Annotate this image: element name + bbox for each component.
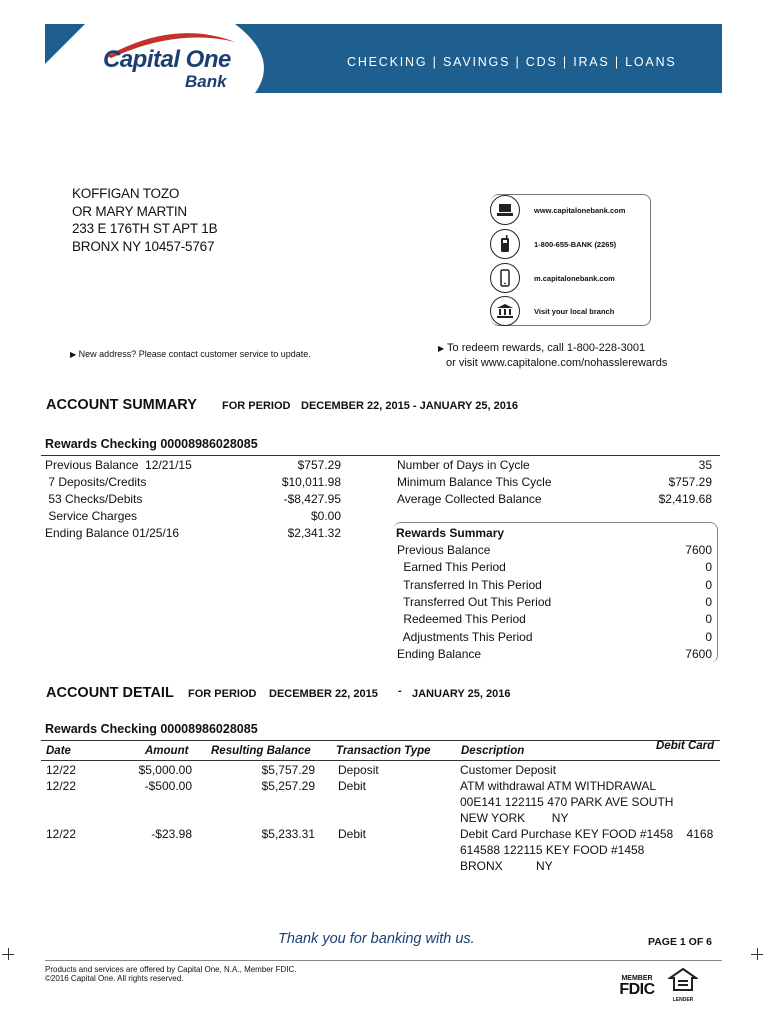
contact-phone[interactable] [490,227,617,261]
transaction-description: 00E141 122115 470 PARK AVE SOUTH [460,795,674,809]
rewards-redeem-note: ▶ To redeem rewards, call 1-800-228-3001 or visit www.capitalone.com/nohasslerewards [438,342,668,369]
rewards-row-value: 0 [705,560,712,575]
detail-period-start: DECEMBER 22, 2015 [269,688,378,700]
contact-text: Visit your local branch [534,306,615,316]
phone-icon [490,229,520,259]
address-change-note: ▶ New address? Please contact customer service to update. [70,349,311,359]
contact-text: www.capitalonebank.com [534,205,626,215]
address-line: KOFFIGAN TOZO [72,186,180,201]
address-line: OR MARY MARTIN [72,203,187,219]
transaction-balance: $5,233.31 [261,827,315,841]
rewards-row-label: Transferred Out This Period [400,594,552,609]
triangle-right-icon: ▶ [438,344,445,353]
transaction-amount: -$500.00 [144,779,192,793]
thank-you-message: Thank you for banking with us. [278,931,475,947]
summary-account: Rewards Checking 00008986028085 [45,437,258,451]
rewards-row-label: Earned This Period [400,560,506,575]
summary-row-label: Number of Days in Cycle [397,458,530,472]
rewards-row-value: 0 [705,629,712,644]
detail-title: ACCOUNT DETAIL [46,685,174,701]
crop-mark [2,954,14,955]
summary-row-value: $757.29 [297,458,341,472]
divider [41,760,720,761]
address-line: 233 E 176TH ST APT 1B [72,221,218,236]
mobile-icon [490,263,520,293]
footer-disclaimer: Products and services are offered by Capital One, N.A., Member FDIC. [45,965,297,974]
summary-row-value: $757.29 [668,475,712,489]
detail-period-end: JANUARY 25, 2016 [412,688,511,700]
col-header-amount: Amount [145,745,189,757]
summary-row-value: -$8,427.95 [283,492,341,506]
triangle-right-icon: ▶ [70,350,77,359]
fdic-logo: MEMBER FDIC [619,975,655,998]
rewards-summary-title: Rewards Summary [396,526,505,540]
address-line: BRONX NY 10457-5767 [72,238,215,254]
col-header-date: Date [46,745,71,757]
col-header-debit-card: Debit Card [656,740,715,752]
rewards-row-value: 7600 [685,646,712,661]
summary-row-value: $2,341.32 [287,526,341,540]
transaction-description: NEW YORK NY [460,811,569,825]
page-number: PAGE 1 OF 6 [648,936,712,948]
mailing-address [72,185,217,255]
rewards-row-value: 7600 [685,543,712,557]
divider [41,740,720,741]
transaction-type: Deposit [338,763,379,777]
detail-period-dash: - [398,685,402,697]
crop-mark [751,954,763,955]
contact-text: m.capitalonebank.com [534,273,615,283]
rewards-row-label: Previous Balance [397,543,491,557]
summary-row-value: 35 [698,458,712,472]
rewards-row-label: Transferred In This Period [400,577,542,592]
contact-branch[interactable] [490,294,615,328]
summary-row-value: $10,011.98 [281,475,341,489]
summary-row-label: Average Collected Balance [397,492,542,506]
summary-row-label: Minimum Balance This Cycle [397,475,552,489]
rewards-row-value: 0 [705,577,712,592]
divider [41,455,720,456]
transaction-date: 12/22 [46,827,77,841]
col-header-type: Transaction Type [336,745,431,757]
rewards-row-label: Ending Balance [397,646,482,661]
summary-row-label: Previous Balance 12/21/15 [45,458,192,472]
transaction-description: Debit Card Purchase KEY FOOD #1458 4168 [460,827,714,841]
detail-account: Rewards Checking 00008986028085 [45,722,258,736]
summary-row-value: $0.00 [310,509,341,523]
col-header-description: Description [461,745,525,757]
summary-row-label: 53 Checks/Debits [45,492,143,506]
contact-mobile[interactable] [490,261,615,295]
summary-row-value: $2,419.68 [658,492,712,506]
col-header-balance: Resulting Balance [211,745,311,757]
transaction-description: BRONX NY [460,859,553,873]
rewards-row-value: 0 [705,612,712,627]
logo-text: Capital One [103,46,231,73]
rewards-row-label: Redeemed This Period [400,612,526,627]
transaction-description: Customer Deposit [460,763,557,777]
transaction-balance: $5,757.29 [261,763,315,777]
footer-divider [45,960,722,961]
summary-row-label: Service Charges [45,509,138,523]
contact-text: 1-800-655-BANK (2265) [534,239,617,249]
summary-period-label: FOR PERIOD [222,400,291,412]
rewards-row-value: 0 [705,594,712,609]
transaction-amount: -$23.98 [151,827,192,841]
transaction-type: Debit [338,827,367,841]
bank-branch-icon [490,296,520,326]
transaction-amount: $5,000.00 [138,763,192,777]
transaction-balance: $5,257.29 [261,779,315,793]
transaction-description: 614588 122115 KEY FOOD #1458 [460,843,645,857]
logo-bank-text: Bank [185,72,227,91]
transaction-date: 12/22 [46,779,77,793]
equal-housing-lender-icon: LENDER [668,968,698,1000]
logo-area [45,24,275,93]
transaction-description: ATM withdrawal ATM WITHDRAWAL [460,779,657,793]
detail-period-label: FOR PERIOD [188,688,257,700]
rewards-row-label: Adjustments This Period [400,629,533,644]
summary-row-label: 7 Deposits/Credits [45,475,147,489]
transaction-type: Debit [338,779,367,793]
computer-icon [490,195,520,225]
header-nav[interactable]: CHECKING | SAVINGS | CDS | IRAS | LOANS [347,55,677,69]
summary-period: DECEMBER 22, 2015 - JANUARY 25, 2016 [301,400,519,412]
transaction-date: 12/22 [46,763,77,777]
summary-title: ACCOUNT SUMMARY [46,397,197,413]
footer-copyright: ©2016 Capital One. All rights reserved. [45,974,184,983]
summary-row-label: Ending Balance 01/25/16 [45,526,180,540]
contact-website[interactable] [490,193,626,227]
